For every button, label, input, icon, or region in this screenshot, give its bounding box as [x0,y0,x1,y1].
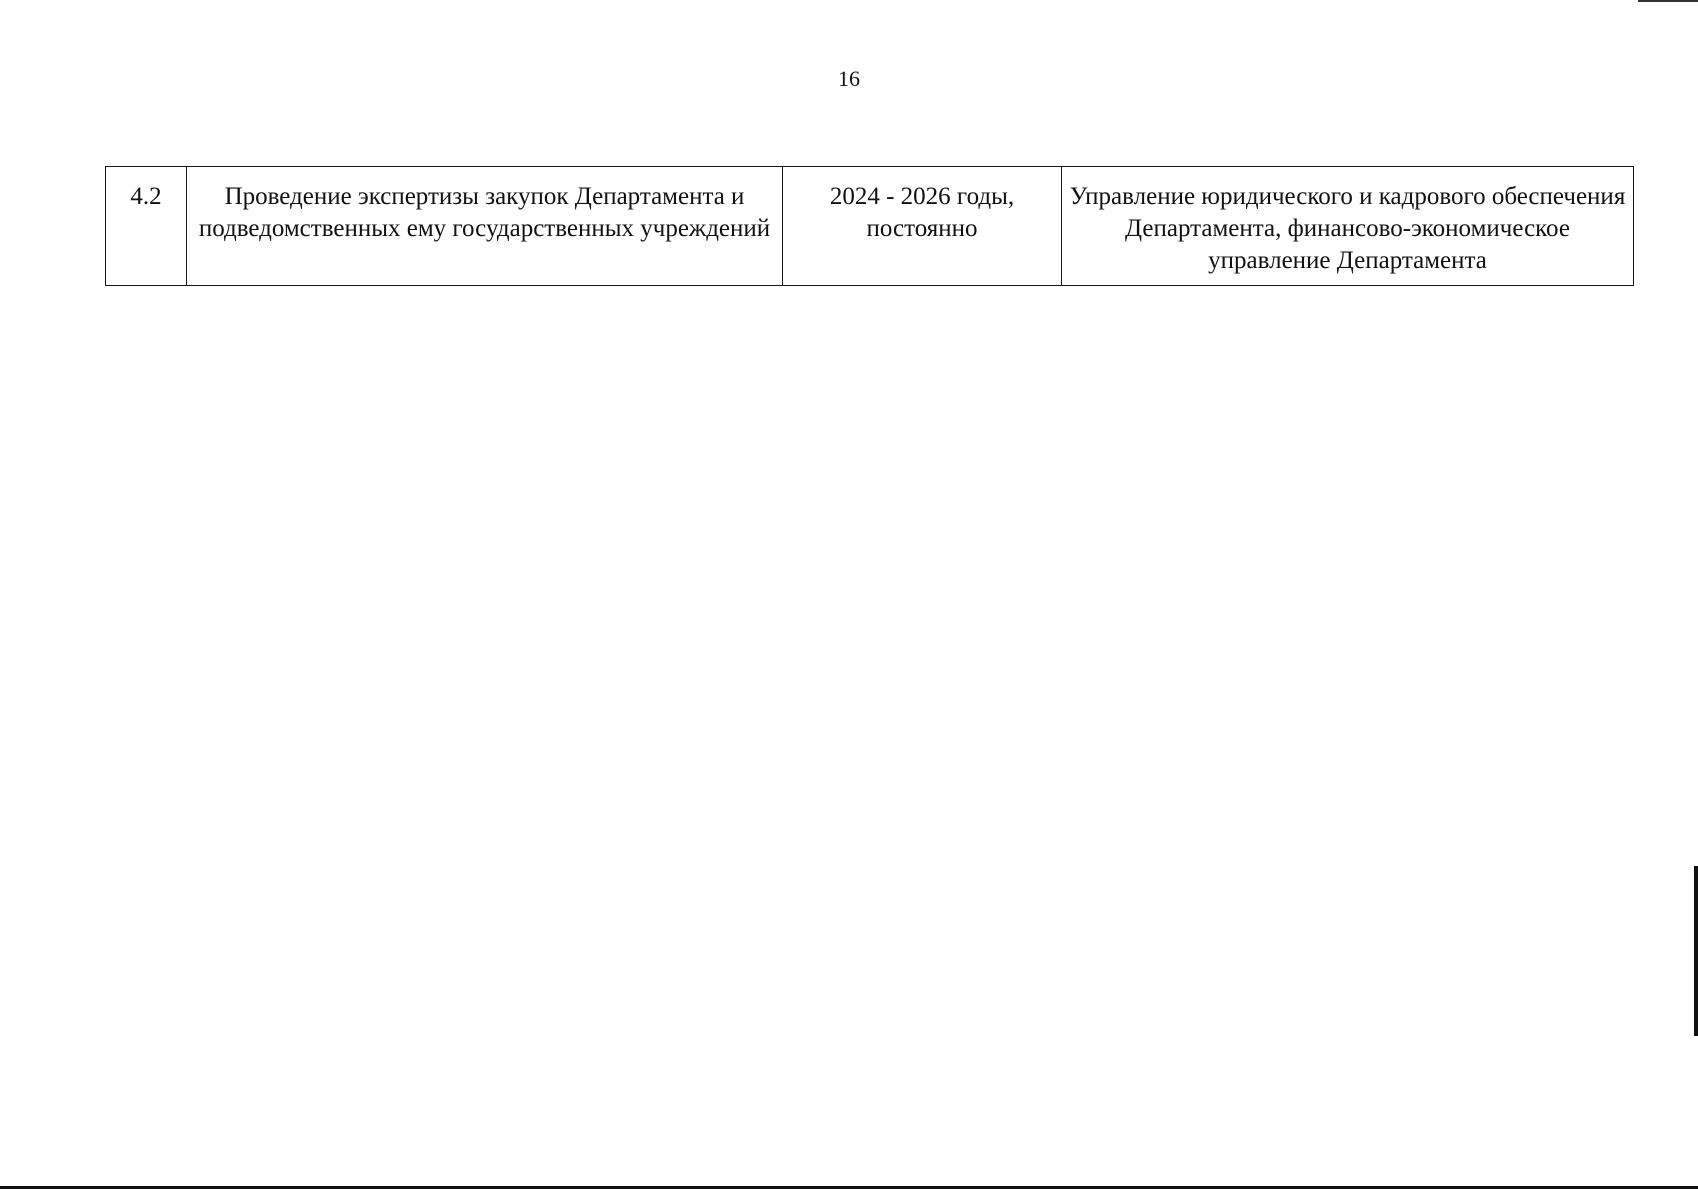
implementation-term-cell: 2024 - 2026 годы, постоянно [783,167,1062,286]
responsible-executors-cell: Управление юридического и кадрового обеспечения Департамента, финансово-экономическое управление Департамента [1062,167,1634,286]
scan-edge-line [0,1186,1698,1189]
table-row [106,167,1634,286]
measure-description-cell: Проведение экспертизы закупок Департамента и подведомственных ему государственных учреждений [187,167,783,286]
page-number: 16 [838,66,860,91]
scan-edge-line [1694,866,1698,1036]
measures-table [105,166,1634,286]
item-number-cell: 4.2 [106,167,187,286]
scan-edge-line [1638,0,1698,2]
